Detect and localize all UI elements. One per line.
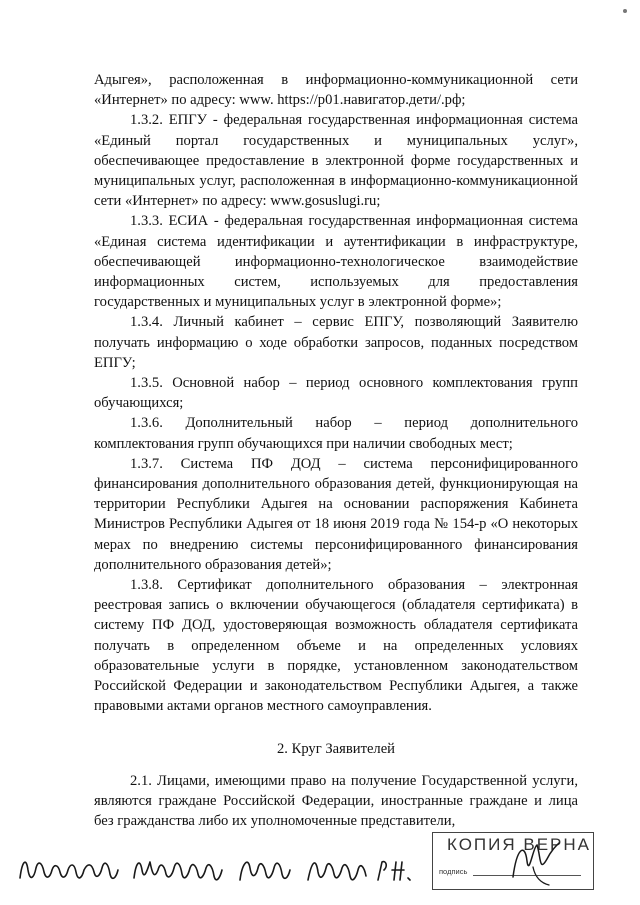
paragraph-1-3-5: 1.3.5. Основной набор – период основного комплектования групп обучающихся; [94,375,578,412]
paragraph-1-3-4: 1.3.4. Личный кабинет – сервис ЕПГУ, позволяющий Заявителю получать информацию о ходе обработки запросов, поданных посредством ЕПГУ; [94,314,578,371]
stamp-title: КОПИЯ ВЕРНА [447,835,592,854]
definitions-block [94,70,578,717]
section-heading: 2. Круг Заявителей [277,741,395,757]
paragraph-continuation: Адыгея», расположенная в информационно-коммуникационной сети «Интернет» по адресу: www. https://p01.навигатор.дети/.рф; [94,72,578,109]
paragraph-1-3-3: 1.3.3. ЕСИА - федеральная государственная информационная система «Единая система идентификации и аутентификации в инфраструктуре, обеспечивающей информационно-технологическое взаимодействие информационных систем, используемых для предоставления государственных и муниципальных услуг в электронной форме»; [94,213,578,311]
paragraph-2-1: 2.1. Лицами, имеющими право на получение Государственной услуги, являются граждане Российской Федерации, иностранные граждане и лица без гражданства либо их уполномоченные представители, [94,773,578,830]
certification-stamp [432,832,594,890]
stamp-signature-label: подпись [439,867,468,876]
paragraph-1-3-2: 1.3.2. ЕПГУ - федеральная государственная информационная система «Единый портал государственных и муниципальных услуг», обеспечивающее предоставление в электронной форме государственных и муниципальных услуг, расположенная в информационно-коммуникационной сети «Интернет» по адресу: www.gosuslugi.ru; [94,112,578,210]
paragraph-1-3-7: 1.3.7. Система ПФ ДОД – система персонифицированного финансирования дополнительного образования детей, функционирующая на территории Республики Адыгея на основании распоряжения Кабинета Министров Республики Адыгея от 18 июня 2019 года № 154-р «О некоторых мерах по внедрению системы персонифицированного финансирования дополнительного образования детей»; [94,455,578,573]
handwritten-signature [16,848,416,892]
scan-mark [623,9,627,13]
paragraph-1-3-6: 1.3.6. Дополнительный набор – период дополнительного комплектования групп обучающихся при наличии свободных мест; [94,415,578,452]
stamp-signature-scribble [503,837,563,889]
paragraph-1-3-8: 1.3.8. Сертификат дополнительного образования – электронная реестровая запись о включении обучающегося (обладателя сертификата) в систему ПФ ДОД, удостоверяющая возможность обладателя сертификата получать в определенном объеме и на определенных условиях образовательные услуги в порядке, установленном законодательством Российской Федерации и законодательством Республики Адыгея, а также правовыми актами органов местного самоуправления. [94,577,578,715]
